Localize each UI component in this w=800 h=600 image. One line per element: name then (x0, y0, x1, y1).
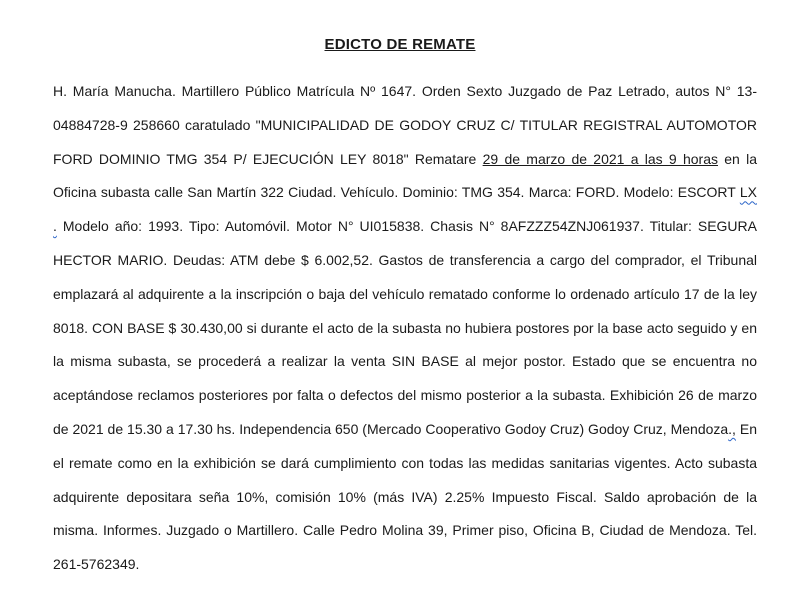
body-segment-1: H. María Manucha. Martillero Público Matrícula Nº 1647. Orden Sexto Juzgado de Paz Letrado, autos N° 13-04884728-9 258660 caratulado "MUNICIPALIDAD DE GODOY CRUZ C/ TITULAR REGISTRAL AUTOMOTOR FORD DOMINIO TMG 354 P/ EJECUCIÓN LEY 8018" Rematare (53, 83, 757, 167)
body-segment-3: Modelo año: 1993. Tipo: Automóvil. Motor N° UI015838. Chasis N° 8AFZZZ54ZNJ061937. Titular: SEGURA HECTOR MARIO. Deudas: ATM debe $ 6.002,52. Gastos de transferencia a cargo del comprador, el Tribunal emplazará al adquirente a la inscripción o baja del vehículo rematado conforme lo ordenado artículo 17 de la ley 8018. CON BASE $ 30.430,00 si durante el acto de la subasta no hubiera postores por la base acto seguido y en la misma subasta, se procederá a realizar la venta SIN BASE al mejor postor. Estado que se encuentra no aceptándose reclamos posteriores por falta o defectos del mismo posterior a la subasta. Exhibición 26 de marzo de 2021 de 15.30 a 17.30 hs. Independencia 650 (Mercado Cooperativo Godoy Cruz) Godoy Cruz, Mendoza (53, 218, 757, 437)
punctuation-spellcheck: ., (728, 420, 736, 437)
edict-body (53, 75, 757, 582)
body-segment-4: En el remate como en la exhibición se dará cumplimiento con todas las medidas sanitarias vigentes. Acto subasta adquirente depositara seña 10%, comisión 10% (más IVA) 2.25% Impuesto Fiscal. Saldo aprobación de la misma. Informes. Juzgado o Martillero. Calle Pedro Molina 39, Primer piso, Oficina B, Ciudad de Mendoza. Tel. 261-5762349. (53, 420, 757, 573)
document-title: EDICTO DE REMATE (324, 36, 476, 53)
model-suffix-spellcheck: LX . (53, 184, 757, 235)
auction-date-underlined: 29 de marzo de 2021 a las 9 horas (482, 150, 718, 167)
body-segment-2: en la Oficina subasta calle San Martín 322 Ciudad. Vehículo. Dominio: TMG 354. Marca: FORD. Modelo: ESCORT (53, 150, 757, 201)
